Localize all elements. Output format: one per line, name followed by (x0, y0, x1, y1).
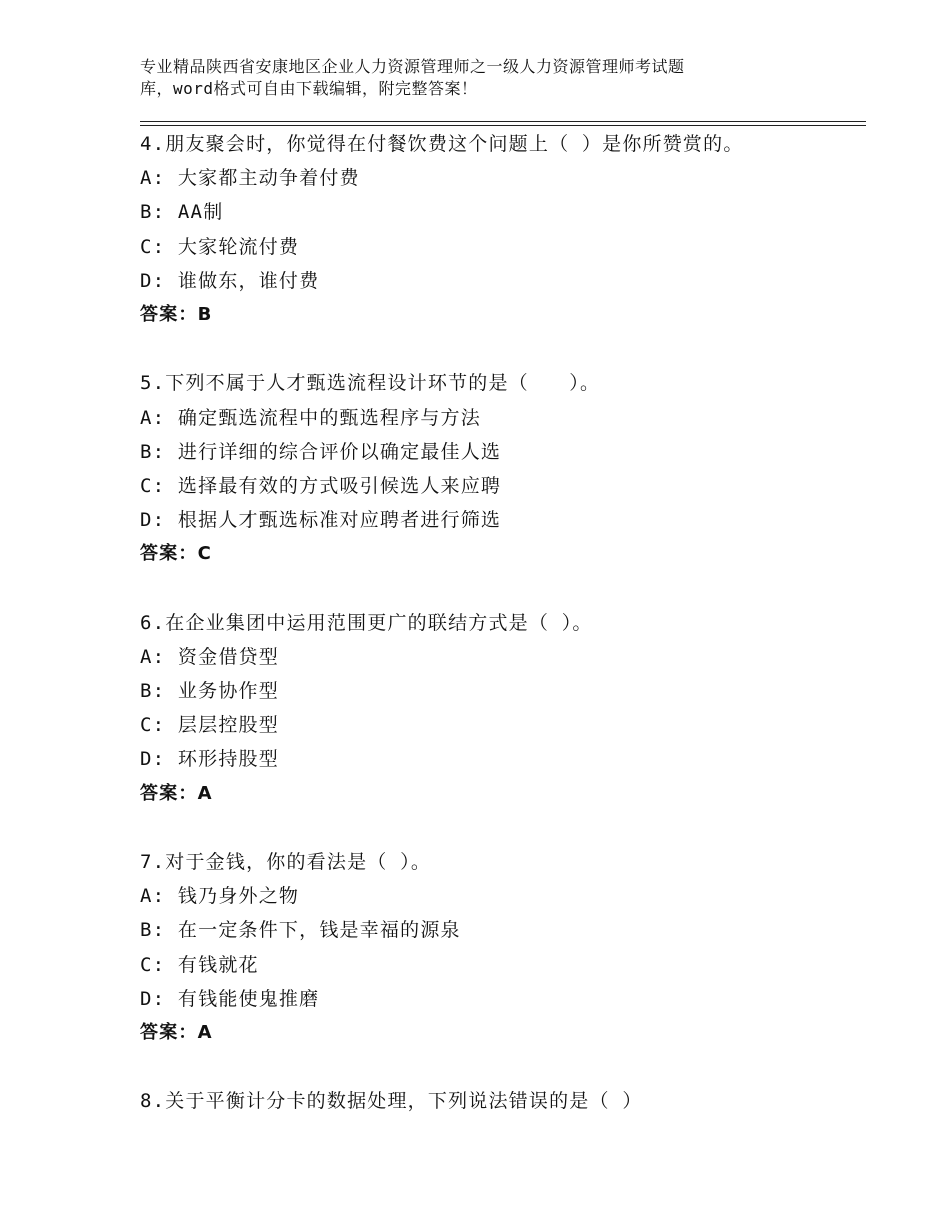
answer: 答案：C (140, 543, 213, 565)
header-line-2: 库，word格式可自由下载编辑，附完整答案！ (140, 79, 478, 98)
answer: 答案：A (140, 782, 213, 804)
option-a: A: 钱乃身外之物 (140, 885, 300, 908)
question-5 (140, 366, 870, 605)
question-8 (140, 1084, 870, 1118)
option-d: D: 根据人才甄选标准对应聘者进行筛选 (140, 509, 502, 532)
option-b: B: 业务协作型 (140, 680, 279, 702)
option-d: D: 有钱能使鬼推磨 (140, 987, 320, 1010)
question-stem: 8.关于平衡计分卡的数据处理，下列说法错误的是（ ） (140, 1090, 643, 1113)
option-d: D: 环形持股型 (140, 748, 279, 771)
option-a: A: 确定甄选流程中的甄选程序与方法 (140, 406, 481, 429)
header-line-1: 专业精品陕西省安康地区企业人力资源管理师之一级人力资源管理师考试题 (140, 57, 685, 76)
spacer (140, 332, 870, 366)
answer: 答案：A (140, 1021, 213, 1043)
option-a: A: 资金借贷型 (140, 645, 279, 668)
question-stem: 5.下列不属于人才甄选流程设计环节的是（ ）。 (140, 372, 601, 395)
spacer (140, 811, 870, 845)
question-list (140, 127, 870, 1118)
option-b: B: 进行详细的综合评价以确定最佳人选 (140, 440, 502, 463)
option-c: C: 选择最有效的方式吸引候选人来应聘 (140, 474, 502, 497)
question-stem: 7.对于金钱，你的看法是（ ）。 (140, 850, 432, 873)
spacer (140, 571, 870, 605)
answer: 答案：B (140, 303, 213, 325)
document-header (140, 56, 780, 100)
option-d: D: 谁做东，谁付费 (140, 269, 320, 292)
header-rule-bottom (140, 125, 866, 126)
spacer (140, 1050, 870, 1084)
option-b: B: AA制 (140, 201, 224, 224)
option-c: C: 层层控股型 (140, 714, 279, 737)
header-rule-top (140, 121, 866, 122)
option-c: C: 有钱就花 (140, 953, 259, 976)
question-6 (140, 606, 870, 845)
question-7 (140, 845, 870, 1084)
question-stem: 4.朋友聚会时，你觉得在付餐饮费这个问题上（ ）是你所赞赏的。 (140, 133, 744, 155)
option-b: B: 在一定条件下，钱是幸福的源泉 (140, 919, 461, 942)
option-c: C: 大家轮流付费 (140, 235, 300, 258)
option-a: A: 大家都主动争着付费 (140, 167, 360, 190)
question-stem: 6.在企业集团中运用范围更广的联结方式是（ ）。 (140, 611, 593, 634)
question-4 (140, 127, 870, 366)
